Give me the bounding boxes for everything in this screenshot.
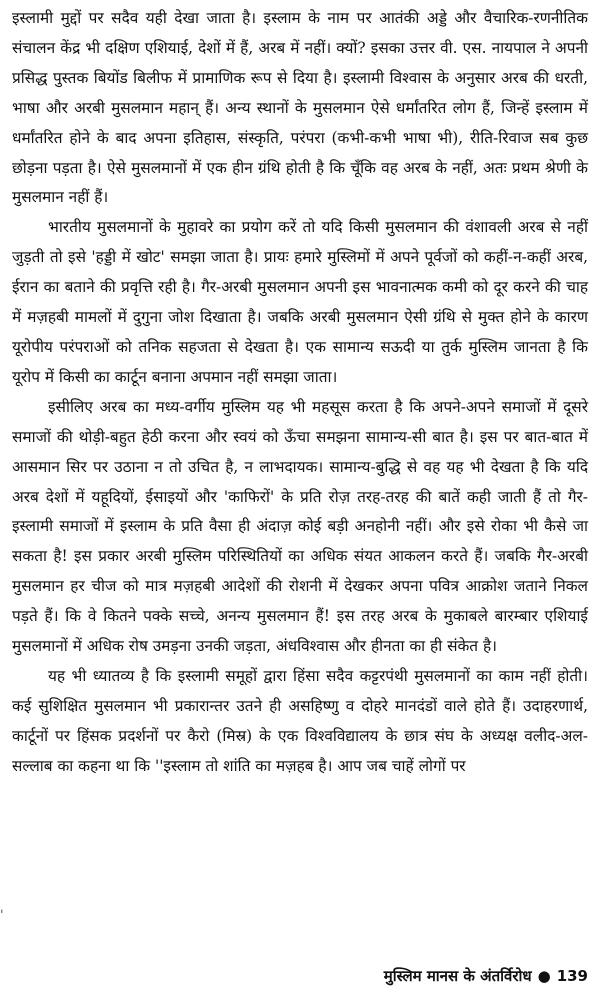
bullet-icon: ● [537,967,551,985]
paragraph-1: इस्लामी मुद्दों पर सदैव यही देखा जाता है। इस्लाम के नाम पर आतंकी अड्डे और वैचारिक-रणनीतिक संचालन केंद्र भी दक्षिण एशियाई, देशों में हैं, अरब में नहीं। क्यों? इसका उत्तर वी. एस. नायपाल ने अपनी प्रसिद्ध पुस्तक बियोंड बिलीफ में प्रामाणिक रूप से दिया है। इस्लामी विश्वास के अनुसार अरब की धरती, भाषा और अरबी मुसलमान महान् हैं। अन्य स्थानों के मुसलमान ऐसे धर्मांतरित लोग हैं, जिन्हें इस्लाम में धर्मांतरित होने के बाद अपना इतिहास, संस्कृति, परंपरा (कभी-कभी भाषा भी), रीति-रिवाज सब कुछ छोड़ना पड़ता है। ऐसे मुसलमानों में एक हीन ग्रंथि होती है कि चूँकि वह अरब के नहीं, अतः प्रथम श्रेणी के मुसलमान नहीं हैं। [12,9,588,207]
paragraph-4: यह भी ध्यातव्य है कि इस्लामी समूहों द्वारा हिंसा सदैव कट्टरपंथी मुसलमानों का काम नहीं होती। कई सुशिक्षित मुसलमान भी प्रकारान्तर उतने ही असहिष्णु व दोहरे मानदंडों वाले होते हैं। उदाहरणार्थ, कार्टूनों पर हिंसक प्रदर्शनों पर कैरो (मिस्र) के एक विश्वविद्यालय के छात्र संघ के अध्यक्ष वलीद-अल-सल्लाब का कहना था कि ''इस्लाम तो शांति का मज़हब है। आप जब चाहें लोगों पर [12,666,588,775]
body-text [12,4,588,782]
running-title: मुस्लिम मानस के अंतर्विरोध [383,967,532,985]
page-number: 139 [556,967,588,985]
paragraph-2: भारतीय मुसलमानों के मुहावरे का प्रयोग करें तो यदि किसी मुसलमान की वंशावली अरब से नहीं जुड़ती तो इसे 'हड्डी में खोट' समझा जाता है। प्रायः हमारे मुस्लिमों में अपने पूर्वजों को कहीं-न-कहीं अरब, ईरान का बताने की प्रवृत्ति रही है। गैर-अरबी मुसलमान अपनी इस भावनात्मक कमी को दूर करने की चाह में मज़हबी मामलों में दुगुना जोश दिखाता है। जबकि अरबी मुसलमान ऐसी ग्रंथि से मुक्त होने के कारण यूरोपीय परंपराओं को तनिक सहजता से देखता है। एक सामान्य सऊदी या तुर्क मुस्लिम जानता है कि यूरोप में किसी का कार्टून बनाना अपमान नहीं समझा जाता। [12,218,588,386]
paragraph-3: इसीलिए अरब का मध्य-वर्गीय मुस्लिम यह भी महसूस करता है कि अपने-अपने समाजों में दूसरे समाजों की थोड़ी-बहुत हेठी करना और स्वयं को ऊँचा समझना सामान्य-सी बात है। इस पर बात-बात में आसमान सिर पर उठाना न तो उचित है, न लाभदायक। सामान्य-बुद्धि से वह यह भी देखता है कि यदि अरब देशों में यहूदियों, ईसाइयों और 'काफिरों' के प्रति रोज़ तरह-तरह की बातें कही जाती हैं तो गैर-इस्लामी समाजों में इस्लाम के प्रति वैसा ही अंदाज़ कोई बड़ी अनहोनी नहीं। और इसे रोका भी कैसे जा सकता है! इस प्रकार अरबी मुस्लिम परिस्थितियों का अधिक संयत आकलन करते हैं। जबकि गैर-अरबी मुसलमान हर चीज को मात्र मज़हबी आदेशों की रोशनी में देखकर अपना पवित्र आक्रोश जताने निकल पड़ते हैं। कि वे कितने पक्के सच्चे, अनन्य मुसलमान हैं! इस तरह अरब के मुकाबले बारम्बार एशियाई मुसलमानों में अधिक रोष उमड़ना उनकी जड़ता, अंधविश्वास और हीनता का ही संकेत है। [12,397,588,656]
page-footer [384,966,588,986]
margin-mark: ' [0,908,4,923]
